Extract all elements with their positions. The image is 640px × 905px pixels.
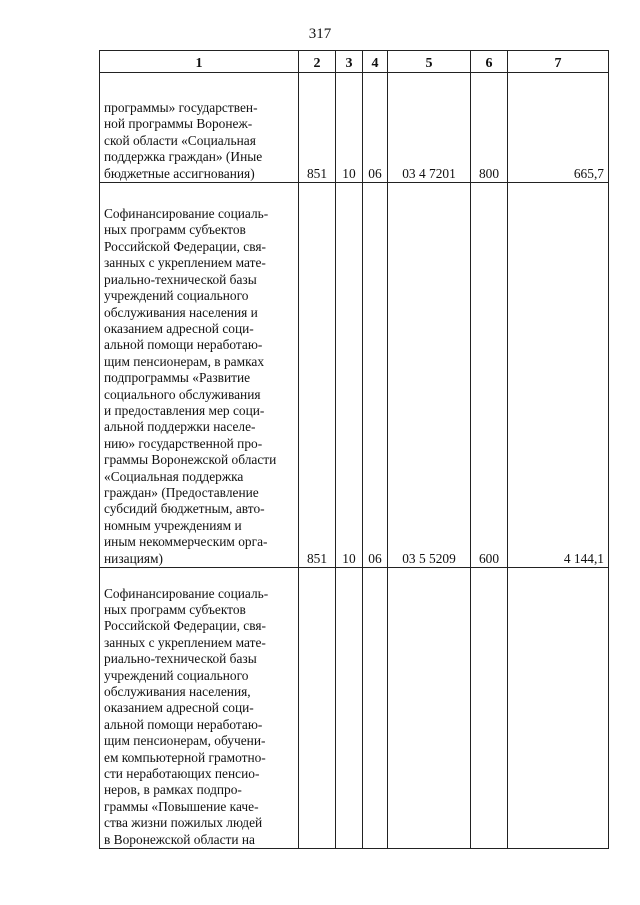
column-header-6: 6 <box>471 51 508 73</box>
budget-table <box>99 50 609 849</box>
table-row <box>100 73 609 183</box>
cell-ministry-code <box>299 568 336 849</box>
cell-section <box>336 568 363 849</box>
cell-expense-type: 800 <box>471 73 508 183</box>
row-description: Софинансирование социаль- ных программ субъектов Российской Федерации, свя- занных с укреплением мате- риально-технической базы учреждений социального обслуживания населения и оказанием адресной соци- альной помощи неработаю- щим пенсионерам, в рамках подпрограммы «Развитие социального обслуживания и предоставления мер соци- альной поддержки населе- нию» государственной про- граммы Воронежской области «Социальная поддержка граждан» (Предоставление субсидий бюджетным, авто- номным учреждениям и иным некоммерческим орга- низациям) <box>100 183 299 568</box>
cell-section: 10 <box>336 183 363 568</box>
cell-target-article: 03 4 7201 <box>388 73 471 183</box>
cell-ministry-code: 851 <box>299 183 336 568</box>
cell-ministry-code: 851 <box>299 73 336 183</box>
page-number: 317 <box>308 26 332 42</box>
cell-target-article <box>388 568 471 849</box>
cell-expense-type: 600 <box>471 183 508 568</box>
cell-subsection <box>363 568 388 849</box>
cell-amount: 665,7 <box>508 73 609 183</box>
column-header-7: 7 <box>508 51 609 73</box>
cell-amount <box>508 568 609 849</box>
table-row <box>100 568 609 849</box>
cell-expense-type <box>471 568 508 849</box>
column-header-1: 1 <box>100 51 299 73</box>
row-description: Софинансирование социаль- ных программ субъектов Российской Федерации, свя- занных с укреплением мате- риально-технической базы учреждений социального обслуживания населения, оказанием адресной соци- альной помощи неработаю- щим пенсионерам, обучени- ем компьютерной грамотно- сти неработающих пенсио- неров, в рамках подпро- граммы «Повышение каче- ства жизни пожилых людей в Воронежской области на <box>100 568 299 849</box>
cell-subsection: 06 <box>363 183 388 568</box>
table-row <box>100 183 609 568</box>
row-description: программы» государствен- ной программы Воронеж- ской области «Социальная поддержка граждан» (Иные бюджетные ассигнования) <box>100 73 299 183</box>
cell-target-article: 03 5 5209 <box>388 183 471 568</box>
column-header-3: 3 <box>336 51 363 73</box>
cell-subsection: 06 <box>363 73 388 183</box>
cell-amount: 4 144,1 <box>508 183 609 568</box>
header-row <box>100 51 609 73</box>
column-header-5: 5 <box>388 51 471 73</box>
column-header-4: 4 <box>363 51 388 73</box>
column-header-2: 2 <box>299 51 336 73</box>
cell-section: 10 <box>336 73 363 183</box>
